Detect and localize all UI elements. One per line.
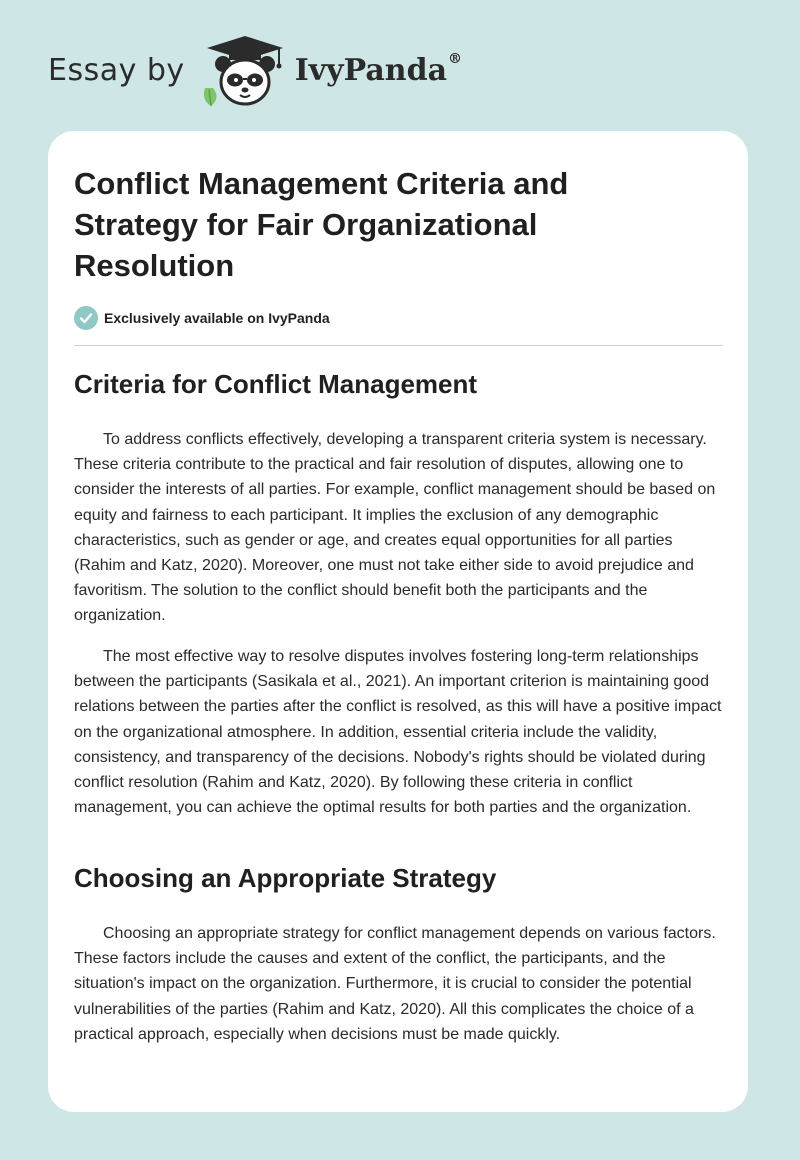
brand-name: IvyPanda <box>294 52 448 88</box>
brand-logo-text[interactable] <box>294 50 463 88</box>
site-header <box>48 30 462 110</box>
paragraph: The most effective way to resolve disputes involves fostering long-term relationships between the participants (Sasikala et al., 2021). An important criterion is maintaining good relations between the parties after the conflict is resolved, as this will have a positive impact on the organizational atmosphere. In addition, essential criteria include the validity, consistency, and transparency of the decisions. Nobody's rights should be violated during conflict resolution (Rahim and Katz, 2020). By following these criteria in conflict management, you can achieve the optimal results for both parties and the organization. <box>74 648 722 817</box>
paragraph: To address conflicts effectively, developing a transparent criteria system is necessary. These criteria contribute to the practical and fair resolution of disputes, allowing one to consider the interests of all parties. For example, conflict management should be based on equity and fairness to each participant. It implies the exclusion of any demographic characteristics, such as gender or age, and creates equal opportunities for all parties (Rahim and Katz, 2020). Moreover, one must not take either side to avoid prejudice and favoritism. The solution to the conflict should benefit both the participants and the organization. <box>74 431 716 625</box>
essay-by-label: Essay by <box>48 52 185 88</box>
exclusive-label: Exclusively available on IvyPanda <box>104 310 330 326</box>
section-heading-strategy: Choosing an Appropriate Strategy <box>74 863 497 893</box>
article-title: Conflict Management Criteria and Strategy for Fair Organizational Resolution <box>74 166 569 283</box>
registered-mark: ® <box>448 50 463 67</box>
section-heading-criteria: Criteria for Conflict Management <box>74 369 478 399</box>
exclusive-badge <box>74 306 330 330</box>
check-circle-icon <box>74 306 98 330</box>
paragraph: Choosing an appropriate strategy for conflict management depends on various factors. These factors include the causes and extent of the conflict, the participants, and the situation's impact on the organization. Furthermore, it is crucial to consider the potential vulnerabilities of the parties (Rahim and Katz, 2020). All this complicates the choice of a practical approach, especially when decisions must be made quickly. <box>74 925 716 1043</box>
panda-graduate-icon[interactable] <box>199 30 291 110</box>
title-divider <box>74 345 723 346</box>
article-card <box>48 131 748 1112</box>
